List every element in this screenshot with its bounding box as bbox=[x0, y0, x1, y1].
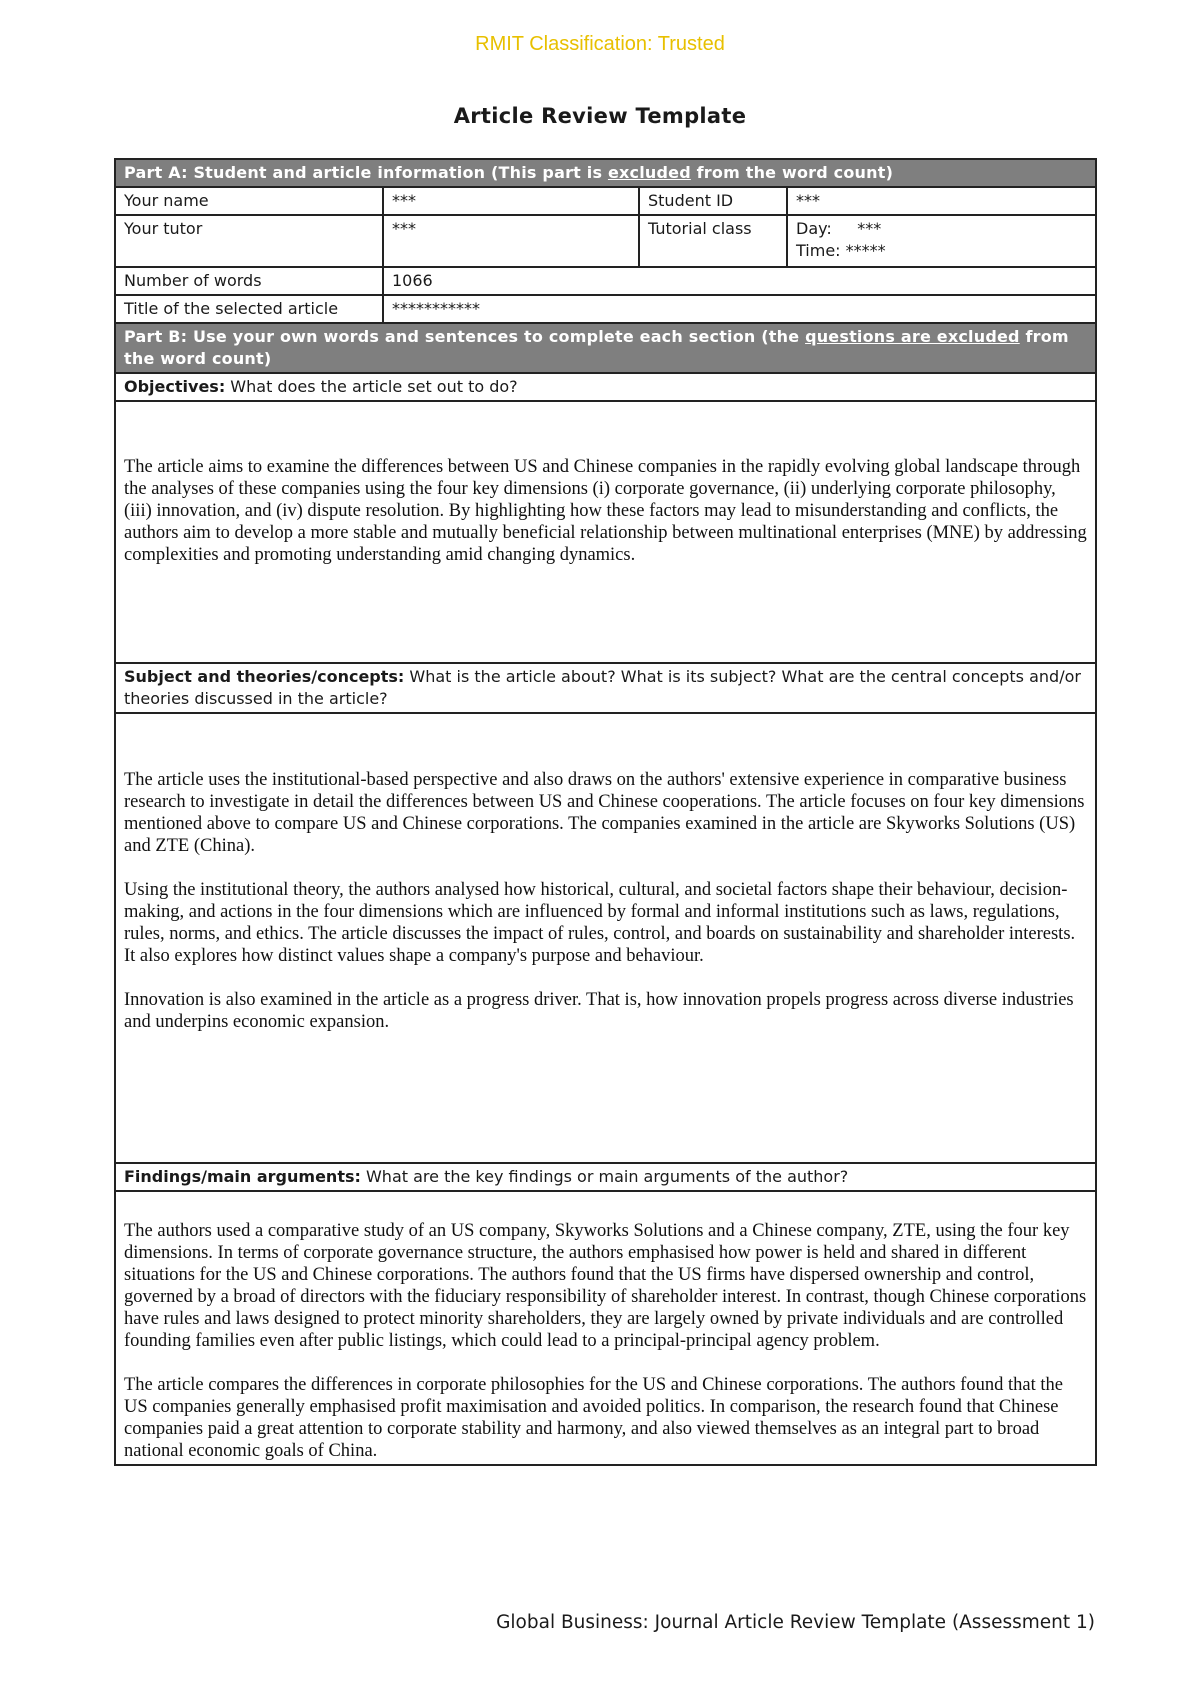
objectives-answer-row bbox=[115, 401, 1096, 663]
subject-answer-row bbox=[115, 713, 1096, 1163]
article-title-label: Title of the selected article bbox=[115, 295, 383, 323]
number-of-words-value[interactable]: 1066 bbox=[383, 267, 1096, 295]
tutorial-class-label: Tutorial class bbox=[639, 215, 787, 267]
tutor-value[interactable]: *** bbox=[383, 215, 639, 267]
tutorial-class-value[interactable] bbox=[787, 215, 1096, 267]
paragraph: Using the institutional theory, the authors analysed how historical, cultural, and societal factors shape their behaviour, decision-making, and actions in the four dimensions which are influenced by formal and informal institutions such as laws, regulations, rules, norms, and ethics. The article discusses the impact of rules, control, and boards on sustainability and shareholder interests. It also explores how distinct values shape a company's purpose and behaviour. bbox=[124, 880, 1076, 966]
tutor-label: Your tutor bbox=[115, 215, 383, 267]
page-title: Article Review Template bbox=[453, 104, 747, 128]
day-value: *** bbox=[857, 219, 882, 238]
article-title-value[interactable]: *********** bbox=[383, 295, 1096, 323]
your-name-value[interactable]: *** bbox=[383, 187, 639, 215]
time-value: ***** bbox=[845, 241, 886, 260]
student-id-label: Student ID bbox=[639, 187, 787, 215]
objectives-answer[interactable] bbox=[115, 401, 1096, 663]
review-table bbox=[114, 158, 1097, 1466]
day-label: Day: bbox=[796, 219, 832, 238]
classification-label: RMIT Classification: Trusted bbox=[475, 33, 725, 55]
student-id-value[interactable]: *** bbox=[787, 187, 1096, 215]
table-row bbox=[115, 295, 1096, 323]
table-row bbox=[115, 267, 1096, 295]
time-label: Time: bbox=[796, 241, 841, 260]
table-row bbox=[115, 215, 1096, 267]
findings-question-row bbox=[115, 1163, 1096, 1191]
findings-question: Findings/main arguments: What are the key findings or main arguments of the author? bbox=[115, 1163, 1096, 1191]
part-b-header: Part B: Use your own words and sentences to complete each section (the questions are excluded from the word count) bbox=[115, 323, 1096, 373]
subject-answer[interactable] bbox=[115, 713, 1096, 1163]
paragraph: The article uses the institutional-based perspective and also draws on the authors' extensive experience in comparative business research to investigate in detail the differences between US and Chinese cooperations. The article focuses on four key dimensions mentioned above to compare US and Chinese corporations. The companies examined in the article are Skyworks Solutions (US) and ZTE (China). bbox=[124, 770, 1085, 856]
findings-answer-row bbox=[115, 1191, 1096, 1465]
objectives-question: Objectives: What does the article set out to do? bbox=[115, 373, 1096, 401]
paragraph: The article aims to examine the differences between US and Chinese companies in the rapidly evolving global landscape through the analyses of these companies using the four key dimensions (i) corporate governance, (ii) underlying corporate philosophy, (iii) innovation, and (iv) dispute resolution. By highlighting how these factors may lead to misunderstanding and conflicts, the authors aim to develop a more stable and mutually beneficial relationship between multinational enterprises (MNE) by addressing complexities and promoting understanding amid changing dynamics. bbox=[124, 457, 1087, 565]
paragraph: The authors used a comparative study of an US company, Skyworks Solutions and a Chinese company, ZTE, using the four key dimensions. In terms of corporate governance structure, the authors emphasised how power is held and shared in different situations for the US and Chinese corporations. The authors found that the US firms have dispersed ownership and control, governed by a broad of directors with the fiduciary responsibility of shareholder interest. In contrast, though Chinese corporations have rules and laws designed to protect minority shareholders, they are largely owned by private individuals and are controlled founding families even after public listings, which could lead to a principal-principal agency problem. bbox=[124, 1221, 1087, 1351]
page-footer: Global Business: Journal Article Review Template (Assessment 1) bbox=[496, 1612, 1095, 1633]
paragraph: Innovation is also examined in the article as a progress driver. That is, how innovation propels progress across diverse industries and underpins economic expansion. bbox=[124, 990, 1074, 1032]
subject-question: Subject and theories/concepts: What is the article about? What is its subject? What are the central concepts and/or theories discussed in the article? bbox=[115, 663, 1096, 713]
part-a-header: Part A: Student and article information (This part is excluded from the word count) bbox=[115, 159, 1096, 187]
table-row bbox=[115, 187, 1096, 215]
paragraph: The article compares the differences in corporate philosophies for the US and Chinese corporations. The authors found that the US companies generally emphasised profit maximisation and avoided politics. In comparison, the research found that Chinese companies paid a great attention to corporate stability and harmony, and also viewed themselves as an integral part to broad national economic goals of China. bbox=[124, 1375, 1063, 1461]
number-of-words-label: Number of words bbox=[115, 267, 383, 295]
part-b-header-row bbox=[115, 323, 1096, 373]
subject-question-row bbox=[115, 663, 1096, 713]
findings-answer[interactable] bbox=[115, 1191, 1096, 1465]
part-a-header-row bbox=[115, 159, 1096, 187]
objectives-question-row bbox=[115, 373, 1096, 401]
your-name-label: Your name bbox=[115, 187, 383, 215]
